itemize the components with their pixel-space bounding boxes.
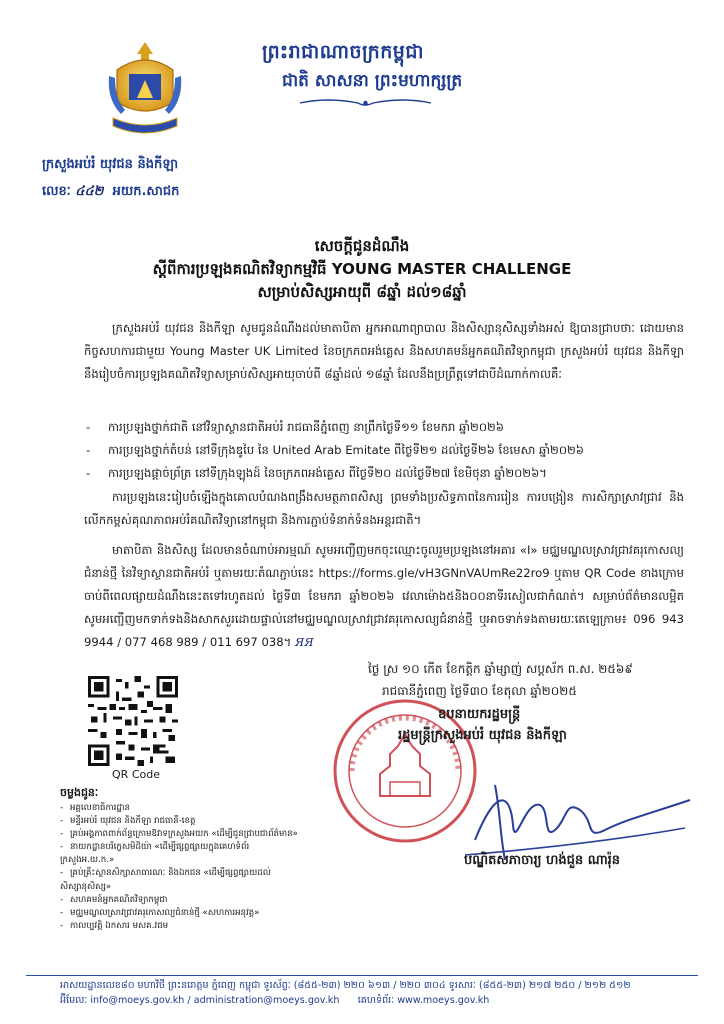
list-item: - សហគមន៍អ្នកគណិតវិទ្យាកម្ពុជា	[60, 894, 300, 907]
website-link[interactable]: www.moeys.gov.kh	[397, 995, 490, 1006]
website-label: គេហទំព័រៈ	[357, 995, 395, 1006]
list-item: - ការប្រឡងផ្ដាច់ព្រ័ត្រ នៅទីក្រុងឡុងដ៍ នៃចក្រភពអង់គ្លេស ពីថ្ងៃទី២០ ដល់ថ្ងៃទី២៧ ខែមិថុនា ឆ្នាំ២០២៦។	[86, 462, 686, 485]
list-item: - អគ្គលេខាធិការដ្ឋាន	[60, 802, 300, 815]
footer-divider	[26, 975, 698, 976]
list-item: - ការប្រឡងថ្នាក់ជាតិ នៅវិទ្យាស្ថានជាតិអប់រំ រាជធានីភ្នំពេញ នាព្រឹកថ្ងៃទី១១ ខែមករា ឆ្នាំ២០២៦	[86, 416, 686, 439]
qr-code-label: QR Code	[112, 768, 160, 781]
national-motto: ជាតិ សាសនា ព្រះមហាក្សត្រ	[282, 71, 463, 91]
exam-stages-list	[86, 416, 686, 485]
qr-code[interactable]	[88, 676, 178, 766]
notice-title: សេចក្ដីជូនដំណឹង	[314, 237, 410, 255]
signatory-name: បណ្ឌិតសភាចារ្យ ហង់ជួន ណារ៉ុន	[464, 853, 621, 868]
list-item: - នាយកដ្ឋានបរិក្ខេសមិដិយ៉ា «ដើម្បីផ្សព្វផ្សាយក្នុងគេហទំព័រក្រសួងអ.យ.ក.»	[60, 841, 300, 867]
paragraph-purpose: ការប្រឡងនេះរៀបចំឡើងក្នុងគោលបំណងពង្រឹងសមត្ថភាពសិស្ស ព្រមទាំងប្រសិទ្ធភាពនៃការរៀន ការបង្រៀន ការសិក្សាស្រាវជ្រាវ និងលើកកម្ពស់គុណភាពអប់រំគណិតវិទ្យានៅកម្ពុជា និងការភ្ជាប់ទំនាក់ទំនងអន្តរជាតិ។	[84, 490, 684, 527]
lunar-date: ថ្ងៃ ស្រ ១០ កើត ខែកត្ដិក ឆ្នាំម្សាញ់ សប្ដស័ក ព.ស. ២៥៦៩	[368, 662, 633, 676]
registration-text-cont: ឬតាម QR Code ខាងក្រោមចាប់ពីពេលផ្សាយដំណឹងនេះតទៅរហូតដល់ ថ្ងៃទី៣ ខែមករា ឆ្នាំ២០២៦ វេលាម៉ោង៥និង០០នាទីរសៀលជាកំណត់។ សម្រាប់ព័ត៌មានលម្អិត សូមអញ្ជើញមកទាក់ទងនិងសាកសួរដោយផ្ទាល់នៅមជ្ឈមណ្ឌលស្រាវជ្រាវគរុកោសល្យជំនាន់ថ្មី ឬអាចទាក់ទងតាមរយៈតេឡេក្រាម៖ 096 943 9944 / 077 468 989 / 011 697 038។	[84, 566, 685, 649]
paragraph-intro: ក្រសួងអប់រំ យុវជន និងកីឡា សូមជូនដំណឹងដល់មាតាបិតា អ្នកអាណាព្យាបាល និងសិស្សានុសិស្សទាំងអស់ ឱ្យបានជ្រាបថាៈ ដោយមានកិច្ចសហការជាមួយ Young Master UK Limited នៃចក្រភពអង់គ្លេស និងសហគមន៍អ្នកគណិតវិទ្យាកម្ពុជា ក្រសួងអប់រំ យុវជន និងកីឡា នឹងរៀបចំការប្រឡងគណិតវិទ្យាសម្រាប់សិស្សអាយុចាប់ពី ៨ឆ្នាំដល់ ១៨ឆ្នាំ ដែលនឹងប្រព្រឹត្តទៅជាបីដំណាក់កាលគឺៈ	[84, 321, 684, 381]
reference-number	[42, 183, 179, 202]
list-item: - ការប្រឡងថ្នាក់តំបន់ នៅទីក្រុងឌូបៃ នៃ United Arab Emitate ពីថ្ងៃទី២១ ដល់ថ្ងៃទី២៦ ខែមេសា ឆ្នាំ២០២៦	[86, 439, 686, 462]
registration-link[interactable]: https://forms.gle/vH3GNnVAUmRe22ro9	[318, 566, 550, 580]
footer-contact	[60, 994, 489, 1008]
ornament-divider	[298, 98, 433, 108]
list-item: - គ្រប់អង្គភាពពាក់ព័ន្ធក្រោមឱវាទក្រសួងអយក «ដើម្បីជូនជ្រាបជាព័ត៌មាន»	[60, 828, 300, 841]
royal-emblem	[103, 40, 187, 144]
ref-number: ៤៤២	[75, 184, 104, 199]
handwritten-initials: ЯЯ	[294, 635, 314, 649]
recipients-title: ចម្លងជូនៈ	[60, 786, 99, 799]
ministry-name: ក្រសួងអប់រំ យុវជន និងកីឡា	[42, 157, 179, 172]
ref-suffix: អយក.សាជក	[112, 184, 180, 199]
ref-label: លេខៈ	[42, 184, 71, 199]
signatory-position-1: ឧបនាយករដ្ឋមន្ត្រី	[438, 707, 521, 722]
paragraph-registration	[84, 539, 684, 654]
solar-date: រាជធានីភ្នំពេញ ថ្ងៃទី៣០ ខែតុលា ឆ្នាំ២០២៥	[382, 684, 577, 698]
footer-address: អាសយដ្ឋានលេខ៨០ មហាវិថី ព្រះនរោត្តម ភ្នំពេញ កម្ពុជា ទូរស័ព្ទៈ (៨៥៥-២៣) ២២០ ៦១៣ / ២២០ ៣០៤ ទូរសារៈ (៨៥៥-២៣) ២១៧ ២៥០ / ២១២ ៥១២	[60, 980, 631, 991]
notice-subject: ស្ដីពីការប្រឡងគណិតវិទ្យាកម្មវិធី YOUNG MASTER CHALLENGE	[152, 260, 572, 278]
kingdom-title: ព្រះរាជាណាចក្រកម្ពុជា	[262, 41, 424, 63]
email-links[interactable]: info@moeys.gov.kh / administration@moeys.gov.kh	[90, 995, 340, 1006]
email-label: អ៊ីមែលៈ	[60, 995, 88, 1006]
list-item: - គ្រប់គ្រឹះស្ថានសិក្សាសាធារណៈ និងឯកជន «ដើម្បីផ្សព្វផ្សាយដល់សិស្សានុសិស្ស»	[60, 867, 300, 893]
list-item: - កាលប្បវត្តិ ឯកសារ មសគ.វជម	[60, 920, 300, 933]
registration-text: មាតាបិតា និងសិស្ស ដែលមានចំណាប់អារម្មណ៍ សូមអញ្ជើញមកចុះឈ្មោះចូលរួមប្រឡងនៅអគារ «I» មជ្ឈមណ្ឌលស្រាវជ្រាវគរុកោសល្យជំនាន់ថ្មី នៃវិទ្យាស្ថានជាតិអប់រំ ឬតាមរយៈតំណភ្ជាប់នេះ	[84, 543, 684, 580]
recipients-list	[60, 802, 300, 933]
list-item: - មជ្ឈមណ្ឌលស្រាវជ្រាវគរុកោសល្យជំនាន់ថ្មី «សហការអនុវត្ត»	[60, 907, 300, 920]
signatory-position-2: រដ្ឋមន្ត្រីក្រសួងអប់រំ យុវជន និងកីឡា	[398, 728, 567, 743]
list-item: - មន្ទីរអប់រំ យុវជន និងកីឡា រាជធានី-ខេត្ត	[60, 815, 300, 828]
notice-audience: សម្រាប់សិស្សអាយុពី ៨ឆ្នាំ ដល់១៨ឆ្នាំ	[257, 283, 467, 301]
